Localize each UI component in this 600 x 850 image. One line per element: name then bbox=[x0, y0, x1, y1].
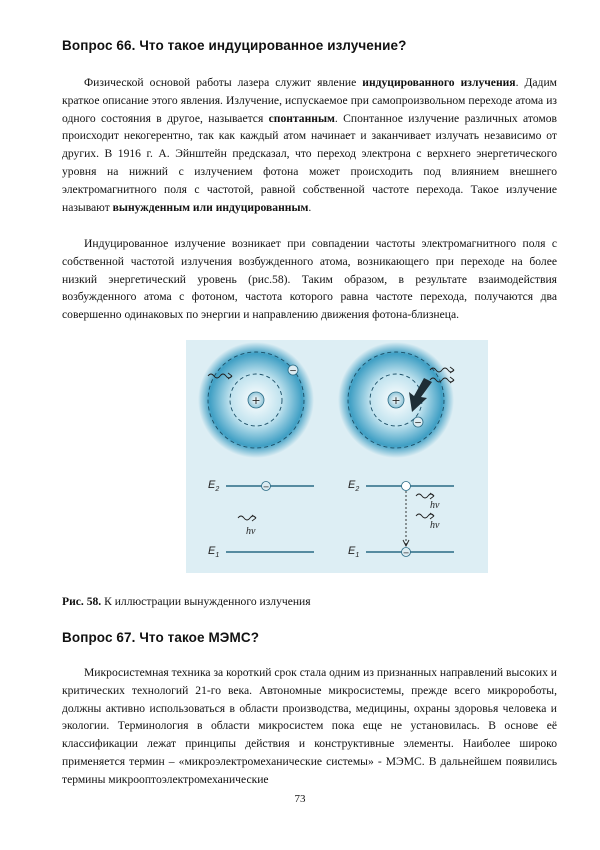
question-67-heading: Вопрос 67. Что такое МЭМС? bbox=[62, 630, 260, 645]
term-induced-emission: индуцированного излучения bbox=[362, 76, 516, 89]
figure-caption bbox=[62, 595, 311, 608]
emitted-photon-wave bbox=[416, 494, 434, 498]
level-e1-label: $E_1$ bbox=[348, 545, 360, 559]
emitted-photon-wave bbox=[416, 514, 434, 518]
electron-charge-label: − bbox=[402, 548, 410, 558]
term-spontaneous: спонтанным bbox=[268, 111, 335, 125]
text-run: . bbox=[308, 200, 312, 214]
caption-label: Рис. 58. bbox=[62, 595, 102, 608]
energy-diagram-right bbox=[348, 479, 454, 559]
level-e2-label: $E_2$ bbox=[348, 479, 360, 493]
level-e1-label: $E_1$ bbox=[208, 545, 220, 559]
text-run: . Дадим краткое описание этого явления. Излучение, испускаемое при самопроизвольном переходе атома из одного состояния в другое, называется bbox=[62, 76, 558, 125]
level-e2-label: $E_2$ bbox=[208, 479, 220, 493]
atom-right bbox=[338, 342, 454, 458]
caption-text: К иллюстрации вынужденного излучения bbox=[101, 595, 311, 608]
photon-energy-label: hν bbox=[430, 520, 440, 531]
nucleus-charge-label: + bbox=[251, 394, 261, 407]
text-run: . Спонтанное излучение различных атомов происходит некогерентно, так как каждый атом начинает и заканчивает излучать независимо от других. В 1916 г. А. Эйнштейн предсказал, что переход электрона с верхнего энергетического уровня на нижний с излучением фотона может происходить под влиянием внешнего электромагнитного поля с частотой, равной собственной частоте перехода. Такое излучение называют bbox=[62, 111, 558, 214]
nucleus-charge-label: + bbox=[391, 394, 401, 407]
text-run: Микросистемная техника за короткий срок стала одним из признанных направлений высоких и критических технологий 21-го века. Автономные микросистемы, прежде всего микророботы, должны активно использоваться в области производства, медицины, охраны здоровья человека и экологии. Терминология в области микросистем пока еще не установилась. В основе её классификации лежат принципы действия и конструктивные элементы. Наиболее широко применяется термин – «микроэлектромеханические системы» - МЭМС. В дальнейшем появились термины микрооптоэлектромеханические bbox=[62, 666, 557, 786]
question-66-paragraph-2 bbox=[62, 235, 557, 324]
photon-wave bbox=[238, 516, 256, 520]
figure-stimulated-emission bbox=[186, 340, 488, 573]
page-number: 73 bbox=[294, 793, 306, 805]
text-run: Физической основой работы лазера служит явление bbox=[84, 76, 363, 89]
photon-energy-label: hν bbox=[430, 500, 440, 511]
figure-illustration bbox=[186, 340, 488, 573]
electron-charge-label: − bbox=[414, 418, 422, 429]
energy-diagram-left bbox=[208, 479, 314, 559]
term-stimulated: вынужденным или индуцированным bbox=[112, 200, 309, 214]
question-67-paragraph-1 bbox=[62, 664, 557, 789]
question-66-heading: Вопрос 66. Что такое индуцированное излучение? bbox=[62, 38, 407, 53]
text-run: Индуцированное излучение возникает при совпадении частоты электромагнитного поля с собственной частотой излучения возбужденного атома, возникающего при переходе на более низкий энергетический уровень (рис.58). Таким образом, в результате взаимодействия возбужденного атома с фотоном, частота которого равна частоте перехода, получаются два совершенно одинаковых по энергии и направлению движения фотона-близнеца. bbox=[62, 237, 557, 322]
photon-energy-label: hν bbox=[246, 526, 256, 537]
atom-left bbox=[198, 342, 314, 458]
electron-charge-label: − bbox=[289, 366, 297, 377]
electron-charge-label: − bbox=[262, 482, 270, 492]
question-66-paragraph-1 bbox=[62, 74, 557, 216]
vacant-state bbox=[402, 482, 411, 491]
